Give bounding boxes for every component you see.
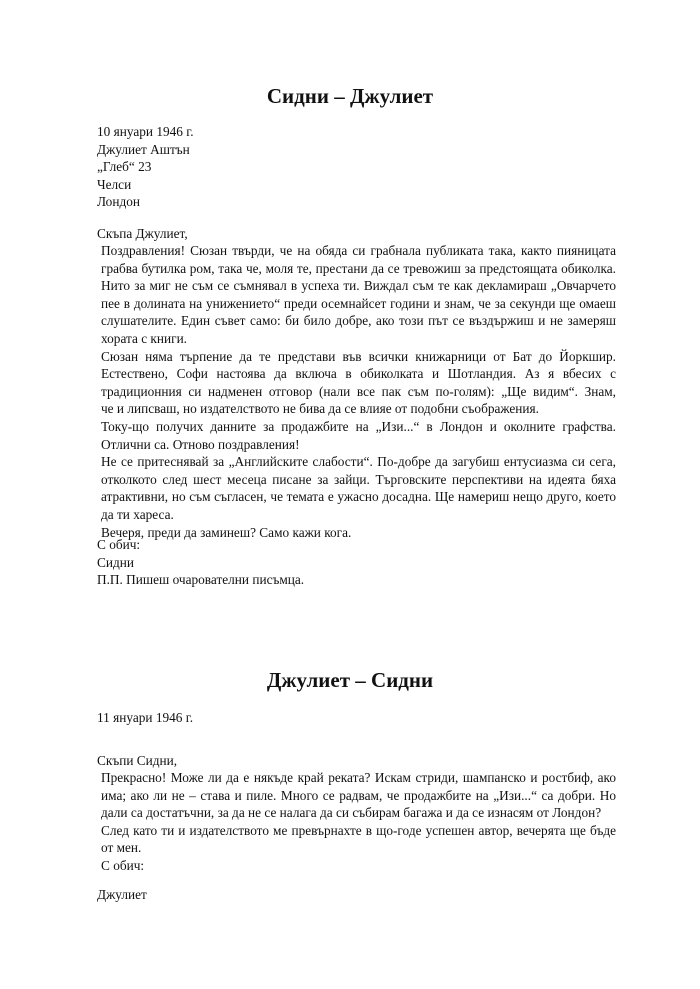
text-line: Поздравления! Сюзан твърди, че на обяда си грабнала публиката така, както пияницата <box>101 243 616 258</box>
signature: Джулиет <box>97 887 147 902</box>
letter2-date: 11 януари 1946 г. <box>97 710 194 725</box>
text-line: Прекрасно! Може ли да е някъде край реката? Искам стриди, шампанско и ростбиф, ако <box>101 770 616 785</box>
letter2-paragraph-3 <box>97 857 616 875</box>
text-line: атрактивни, но съм съгласен, че темата е ужасно досадна. Ще намериш нещо друго, което <box>101 489 616 505</box>
letter1-body <box>97 242 616 541</box>
letter2-body <box>97 769 616 875</box>
letter1-paragraph-2 <box>97 348 616 418</box>
text-line: да ти хареса. <box>101 506 174 522</box>
signature: Сидни <box>97 554 134 570</box>
letter2-greeting: Скъпи Сидни, <box>97 753 178 768</box>
text-line: от мен. <box>101 840 142 856</box>
letter1-closing <box>97 536 616 589</box>
text-line: Току-що получих данните за продажбите на „Изи...“ в Лондон и околните графства. <box>101 418 616 434</box>
text-line: хората с книги. <box>101 330 188 346</box>
letter1-paragraph-1 <box>97 242 616 348</box>
letter2-closing <box>97 886 616 904</box>
text-line: има; ако ли не – става и пиле. Много се радвам, че продажбите на „Изи...“ са добри. Но <box>101 787 616 803</box>
closing-phrase: С обич: <box>97 537 141 552</box>
text-line: че и липсваш, но издателството не бива да се влияе от подобни съображения. <box>101 401 539 417</box>
text-line: Отлични са. Отново поздравления! <box>101 436 300 452</box>
text-line: слушателите. Един съвет само: би било добре, ако този път се въздържиш и не замеряш <box>101 313 616 329</box>
letter2-paragraph-1 <box>97 769 616 822</box>
letter2-header <box>97 709 616 727</box>
letter2-title: Джулиет – Сидни <box>266 668 434 692</box>
address-name: Джулиет Аштън <box>97 141 190 157</box>
address-city: Лондон <box>97 194 140 210</box>
text-line: отколкото след шест месеца писане за зайци. Търговските перспективи на идеята бяха <box>101 471 616 487</box>
text-line: пее в долината на унижението“ преди осемнайсет години и знам, че за секунди ще омаеш <box>101 295 616 311</box>
letter1-title: Сидни – Джулиет <box>266 84 434 108</box>
text-line: Не се притеснявай за „Английските слабости“. По-добре да загубиш ентусиазма си сега, <box>101 454 616 470</box>
letter2-paragraph-2 <box>97 822 616 857</box>
text-line: грабва бутилка ром, така че, моля те, престани да се тревожиш за предстоящата обиколка. <box>101 260 616 276</box>
letter1-paragraph-4 <box>97 453 616 523</box>
letter2-greeting-block <box>97 752 616 770</box>
text-line: Нито за миг не съм се съмнявал в успеха ти. Виждал съм те как декламираш „Овчарчето <box>101 278 616 294</box>
letter1-paragraph-3 <box>97 418 616 453</box>
letter1-greeting: Скъпа Джулиет, <box>97 226 188 241</box>
text-line: Сюзан няма търпение да те представи във всички книжарници от Бат до Йоркшир. <box>101 348 616 364</box>
address-street: „Глеб“ 23 <box>97 159 152 175</box>
address-district: Челси <box>97 176 132 192</box>
text-line: Вечеря, преди да заминеш? Само кажи кога. <box>101 524 352 540</box>
letter1-date: 10 януари 1946 г. <box>97 124 194 139</box>
text-line: След като ти и издателството ме превърнахте в що-годе успешен автор, вечерята ще бъде <box>101 822 616 838</box>
text-line: Естествено, Софи настоява да включа в обиколката и Шотландия. Аз я вбесих с <box>101 366 616 382</box>
letter1-greeting-block <box>97 225 616 243</box>
text-line: традиционния си надменен отговор (нали все пак съм по-голям): „Ще видим“. Знам, <box>101 383 616 399</box>
text-line: С обич: <box>101 857 145 873</box>
letter1-header <box>97 123 616 211</box>
postscript: П.П. Пишеш очарователни писъмца. <box>97 572 305 588</box>
text-line: дали са достатъчни, за да не се налага да си събирам багажа и да се изнасям от Лондон? <box>101 805 602 821</box>
